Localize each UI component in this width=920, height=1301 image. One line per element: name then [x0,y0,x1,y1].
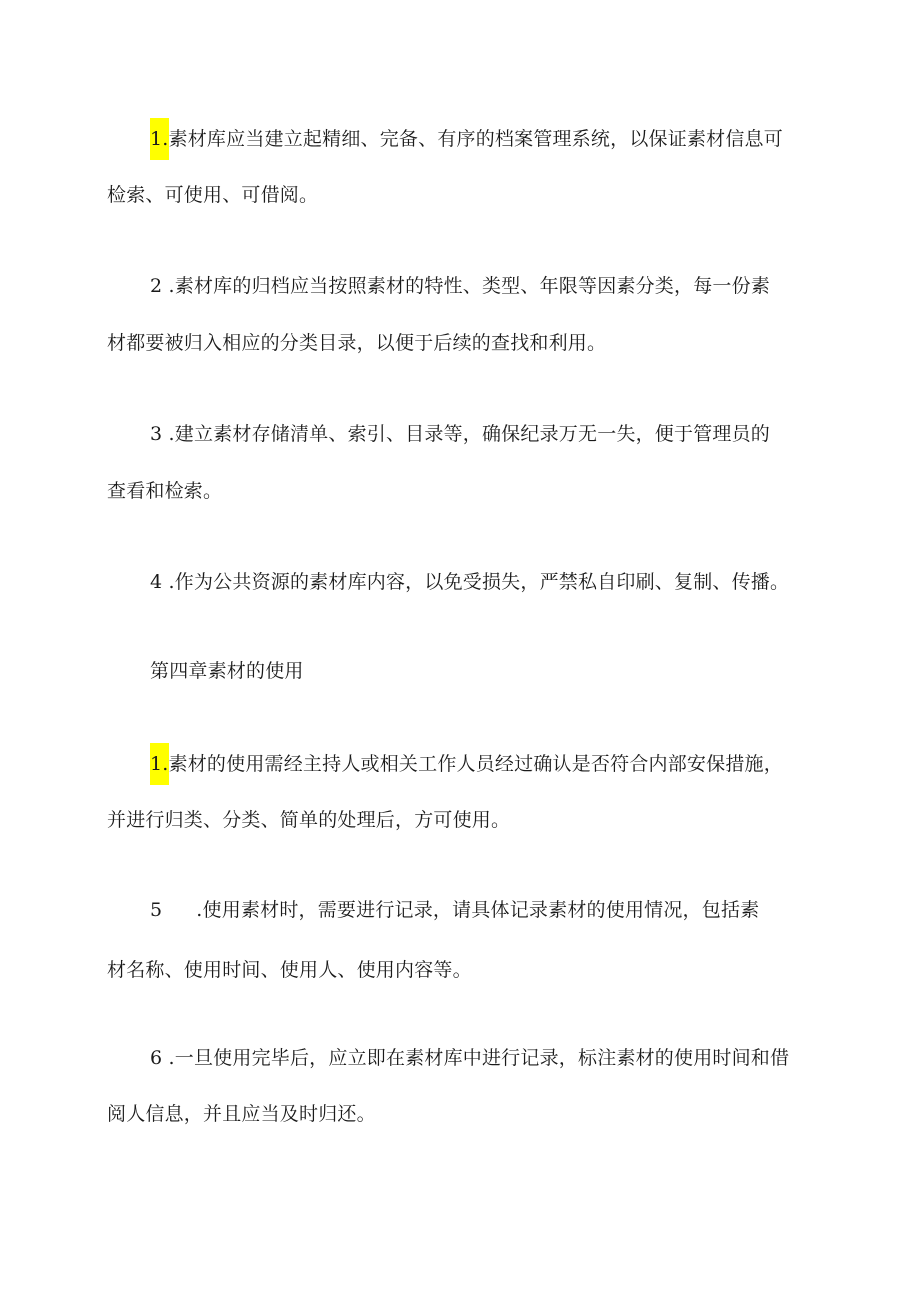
item-1-line-1 [150,127,783,151]
ch4-item-1-line-2: 并进行归类、分类、简单的处理后，方可使用。 [107,809,511,831]
item-4-text: .作为公共资源的素材库内容，以免受损失，严禁私自印刷、复制、传播。 [168,571,790,593]
ch4-item-1-line-1 [150,752,783,776]
item-1-line-2: 检索、可使用、可借阅。 [107,184,319,206]
item-1-text: 素材库应当建立起精细、完备、有序的档案管理系统，以保证素材信息可 [168,128,783,150]
item-6-line-1 [150,1046,789,1070]
item-2-text: .素材库的归档应当按照素材的特性、类型、年限等因素分类，每一份素 [168,275,770,297]
item-2-line-1 [150,274,770,298]
chapter-heading: 第四章素材的使用 [150,660,304,682]
item-4-line-1 [150,570,789,594]
ch4-item-1-number: 1. [150,743,169,785]
item-6-text: .一旦使用完毕后，应立即在素材库中进行记录，标注素材的使用时间和借 [168,1047,790,1069]
item-6-line-2: 阅人信息，并且应当及时归还。 [107,1103,376,1125]
item-3-line-2: 查看和检索。 [107,480,223,502]
item-1-number: 1. [150,118,169,160]
item-4-number: 4 [150,571,163,593]
item-5-number: 5 [150,899,163,921]
item-3-number: 3 [150,423,163,445]
item-5-line-2: 材名称、使用时间、使用人、使用内容等。 [107,959,472,981]
item-5-text: .使用素材时，需要进行记录，请具体记录素材的使用情况，包括素 [196,899,760,921]
item-3-text: .建立素材存储清单、索引、目录等，确保纪录万无一失，便于管理员的 [168,423,770,445]
item-6-number: 6 [150,1047,163,1069]
item-2-number: 2 [150,275,163,297]
ch4-item-1-text: 素材的使用需经主持人或相关工作人员经过确认是否符合内部安保措施， [168,753,783,775]
item-2-line-2: 材都要被归入相应的分类目录，以便于后续的查找和利用。 [107,332,607,354]
item-3-line-1 [150,422,770,446]
item-5-line-1 [150,898,759,922]
